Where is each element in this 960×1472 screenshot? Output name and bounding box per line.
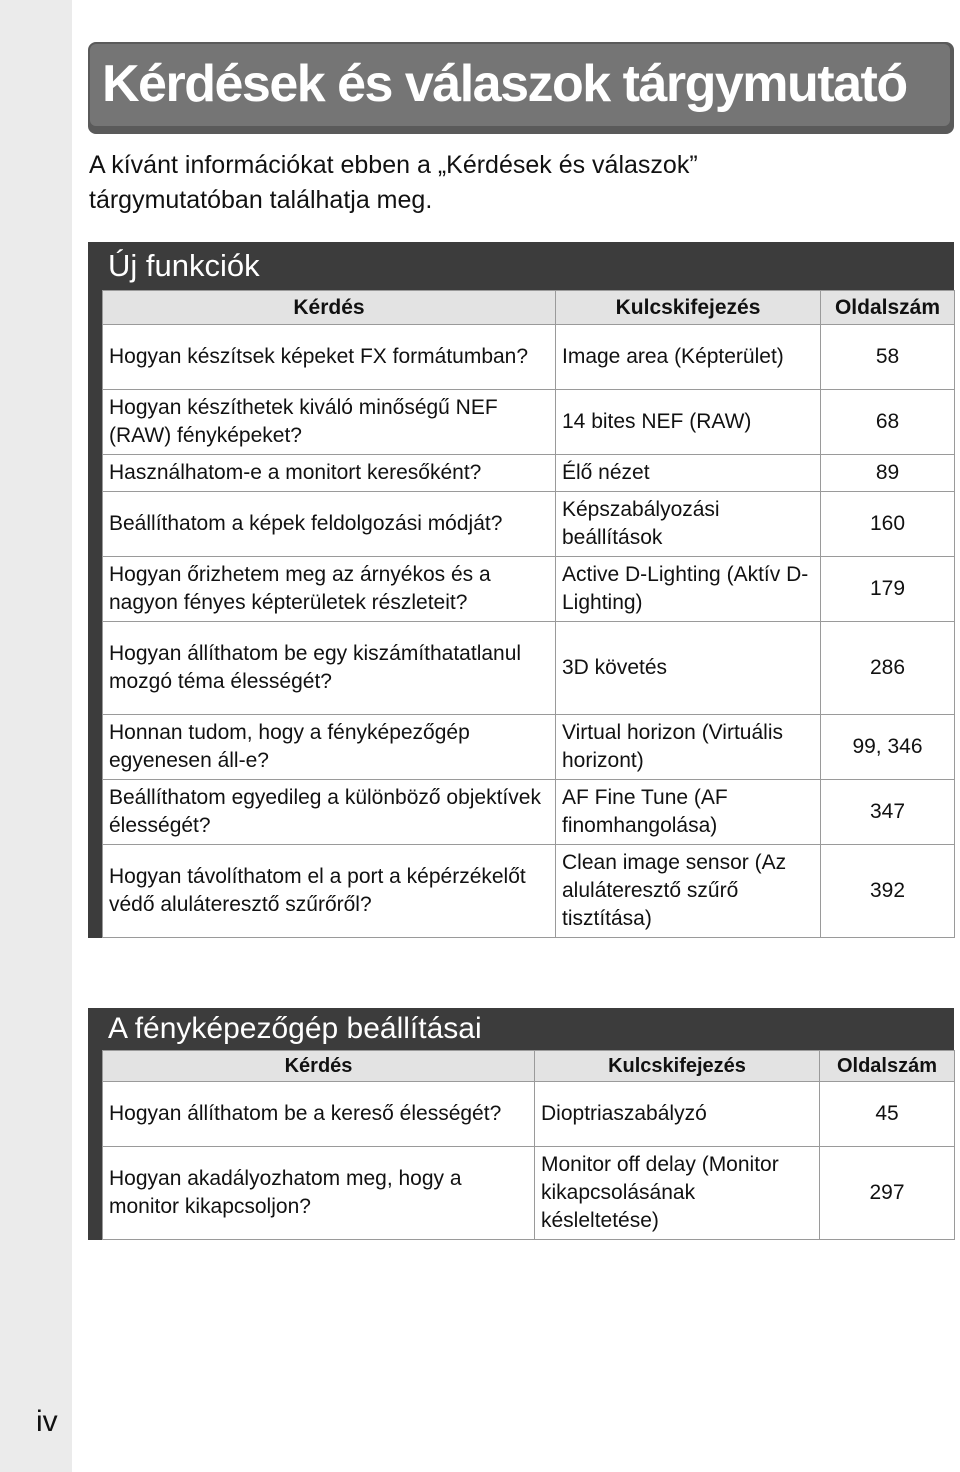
table-row [103, 492, 955, 557]
question-cell: Hogyan távolíthatom el a port a képérzékelőt védő aluláteresztő szűrőről? [103, 845, 556, 938]
column-header-page: Oldalszám [821, 291, 955, 325]
question-cell: Beállíthatom a képek feldolgozási módját? [103, 492, 556, 557]
question-cell: Hogyan állíthatom be egy kiszámíthatatlanul mozgó téma élességét? [103, 622, 556, 715]
section-title: A fényképezőgép beállításai [88, 1008, 954, 1050]
page-margin-strip [0, 0, 72, 1472]
keyword-cell: 3D követés [556, 622, 821, 715]
question-cell: Beállíthatom egyedileg a különböző objektívek élességét? [103, 780, 556, 845]
title-banner-inner [90, 44, 950, 126]
keyword-cell: Clean image sensor (Az aluláteresztő szűrő tisztítása) [556, 845, 821, 938]
table-row [103, 557, 955, 622]
keyword-cell: 14 bites NEF (RAW) [556, 390, 821, 455]
page-number-cell: 392 [821, 845, 955, 938]
question-cell: Használhatom-e a monitort keresőként? [103, 455, 556, 492]
question-cell: Hogyan állíthatom be a kereső élességét? [103, 1082, 535, 1147]
question-cell: Hogyan akadályozhatom meg, hogy a monitor kikapcsoljon? [103, 1147, 535, 1240]
page-number-cell: 45 [820, 1082, 955, 1147]
section-body [88, 1050, 954, 1240]
keyword-cell: Dioptriaszabályzó [535, 1082, 820, 1147]
page-number-cell: 297 [820, 1147, 955, 1240]
table-row [103, 780, 955, 845]
page-number-cell: 68 [821, 390, 955, 455]
intro-line: tárgymutatóban találhatja meg. [89, 186, 433, 214]
table-row [103, 325, 955, 390]
page-number-cell: 89 [821, 455, 955, 492]
question-cell: Hogyan őrizhetem meg az árnyékos és a nagyon fényes képterületek részleteit? [103, 557, 556, 622]
intro-line: A kívánt információkat ebben a „Kérdések és válaszok” [89, 151, 698, 179]
column-header-page: Oldalszám [820, 1051, 955, 1082]
section-title: Új funkciók [88, 242, 954, 290]
intro-text [89, 148, 849, 218]
page-number-cell: 99, 346 [821, 715, 955, 780]
question-cell: Honnan tudom, hogy a fényképezőgép egyenesen áll-e? [103, 715, 556, 780]
keyword-cell: Active D-Lighting (Aktív D-Lighting) [556, 557, 821, 622]
table-row [103, 1147, 955, 1240]
keyword-cell: Monitor off delay (Monitor kikapcsolásának késleltetése) [535, 1147, 820, 1240]
keyword-cell: Virtual horizon (Virtuális horizont) [556, 715, 821, 780]
question-cell: Hogyan készítsek képeket FX formátumban? [103, 325, 556, 390]
page-number-cell: 347 [821, 780, 955, 845]
title-banner [88, 42, 954, 134]
table-row [103, 455, 955, 492]
keyword-cell: Image area (Képterület) [556, 325, 821, 390]
qa-table [102, 1050, 955, 1240]
question-cell: Hogyan készíthetek kiváló minőségű NEF (RAW) fényképeket? [103, 390, 556, 455]
keyword-cell: Képszabályozási beállítások [556, 492, 821, 557]
qa-table [102, 290, 955, 938]
table-header-row [103, 291, 955, 325]
section-body [88, 290, 954, 938]
page-number-cell: 58 [821, 325, 955, 390]
keyword-cell: Élő nézet [556, 455, 821, 492]
page-number-cell: 160 [821, 492, 955, 557]
column-header-keyword: Kulcskifejezés [556, 291, 821, 325]
table-row [103, 1082, 955, 1147]
page-number-cell: 286 [821, 622, 955, 715]
page-title: Kérdések és válaszok tárgymutató [102, 55, 907, 113]
table-row [103, 622, 955, 715]
keyword-cell: AF Fine Tune (AF finomhangolása) [556, 780, 821, 845]
section-new-functions [88, 242, 954, 938]
column-header-question: Kérdés [103, 291, 556, 325]
page-number-cell: 179 [821, 557, 955, 622]
section-camera-settings [88, 1008, 954, 1240]
table-row [103, 715, 955, 780]
table-header-row [103, 1051, 955, 1082]
column-header-keyword: Kulcskifejezés [535, 1051, 820, 1082]
table-row [103, 845, 955, 938]
column-header-question: Kérdés [103, 1051, 535, 1082]
page-number: iv [36, 1405, 58, 1438]
table-row [103, 390, 955, 455]
